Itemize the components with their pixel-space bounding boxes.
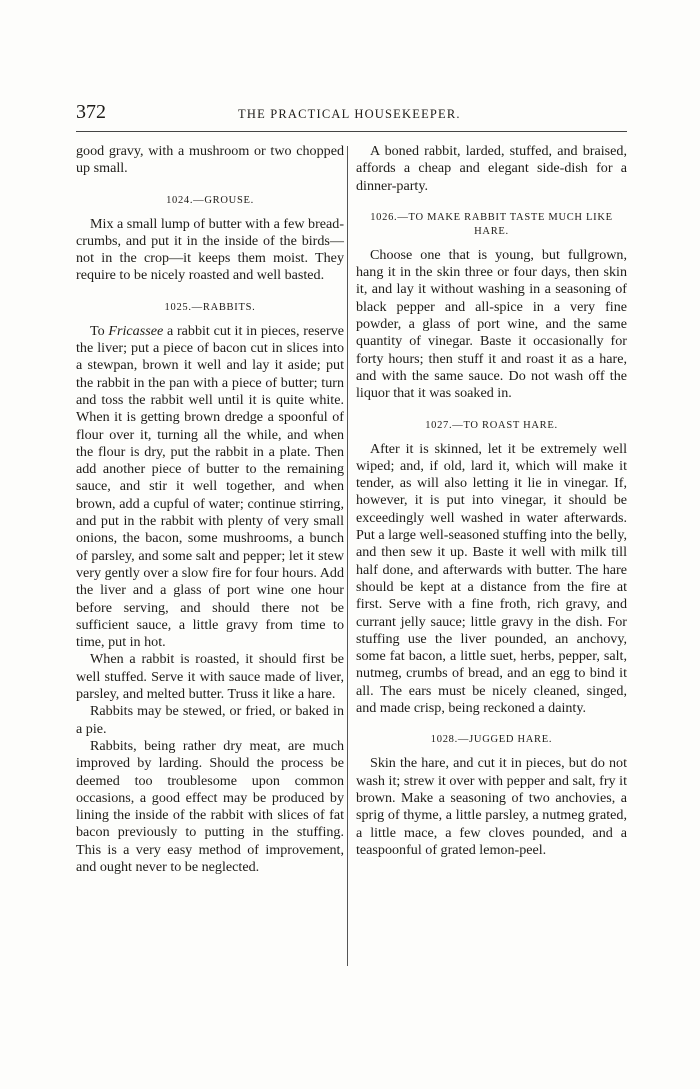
roasted-rabbit-paragraph: When a rabbit is roasted, it should first be well stuffed. Serve it with sauce made of liver, parsley, and melted butter. Truss it like a hare. — [76, 651, 344, 703]
stewed-rabbit-paragraph: Rabbits may be stewed, or fried, or baked in a pie. — [76, 703, 344, 737]
recipe-heading-1028: 1028.—JUGGED HARE. — [430, 734, 553, 746]
fricassee-term: Fricassee — [108, 322, 164, 339]
fricassee-rest: a rabbit cut it in pieces, reserve the liver; put a piece of bacon cut in slices into a stewpan, brown it well and lay it aside; put the rabbit in the pan with a piece of butter; turn and toss the rabbit well until it is quite white. When it is getting brown dredge a spoonful of flour over it, turning all the while, and when the flour is dry, put the rabbit in a plate. Then add another piece of butter to the remaining sauce, and stir it well together, and when brown, add a cupful of water; continue stirring, and put in the rabbit with plenty of very small onions, the bacon, some mushrooms, a bunch of parsley, and some salt and pepper; let it stew very gently over a slow fire for four hours. Add the liver and a glass of port wine one hour before serving, and should there not be sufficient sauce, a little gravy from time to time, put in hot. — [76, 322, 344, 651]
recipe-paragraph-1027: After it is skinned, let it be extremely well wiped; and, if old, lard it, which will make it tender, as will also letting it lie in vinegar. If, however, it is put into vinegar, it should be exceedingly well washed in water afterwards. Put a large well-seasoned stuffing into the belly, and then sew it up. Baste it well with milk till half done, and afterwards with butter. The hare should be kept at a distance from the fire at first. Serve with a fine froth, rich gravy, and currant jelly sauce; little gravy in the dish. For stuffing use the liver pounded, an anchovy, some fat bacon, a little suet, herbs, pepper, salt, nutmeg, crumbs of bread, and an egg to bind it all. The ears must be nicely cleaned, singed, and made crisp, being reckoned a dainty. — [356, 440, 627, 717]
left-column — [76, 143, 344, 876]
recipe-heading-1026: 1026.—TO MAKE RABBIT TASTE MUCH LIKE HARE. — [370, 211, 613, 237]
running-head: THE PRACTICAL HOUSEKEEPER. — [238, 107, 461, 121]
recipe-paragraph-1024: Mix a small lump of butter with a few bread-crumbs, and put it in the inside of the birds—not in the crop—it keeps them moist. They require to be nicely roasted and well basted. — [76, 215, 345, 284]
continued-paragraph: good gravy, with a mushroom or two chopped up small. — [76, 143, 344, 177]
recipe-heading-1027: 1027.—TO ROAST HARE. — [425, 419, 558, 431]
right-column — [356, 143, 627, 859]
fricassee-lead: To — [90, 322, 109, 339]
recipe-paragraph-1026: Choose one that is young, but fullgrown, hang it in the skin three or four days, then skin it, and lay it without washing in a seasoning of black pepper and all-spice in a very fine powder, a glass of port wine, and the same quantity of vinegar. Baste it occasionally for forty hours; then stuff it and roast it as a hare, and with the same sauce. Do not wash off the liquor that it was soaked in. — [356, 246, 627, 402]
recipe-paragraph-1025 — [76, 323, 344, 652]
page-number: 372 — [76, 101, 106, 123]
recipe-paragraph-1028: Skin the hare, and cut it in pieces, but do not wash it; strew it over with pepper and salt, fry it brown. Make a seasoning of two anchovies, a sprig of thyme, a little parsley, a nutmeg grated, a little mace, a few cloves pounded, and a teaspoonful of grated lemon-peel. — [356, 755, 627, 858]
recipe-heading-1024: 1024.—GROUSE. — [166, 194, 254, 206]
boned-rabbit-paragraph: A boned rabbit, larded, stuffed, and braised, affords a cheap and elegant side-dish for a dinner-party. — [356, 143, 627, 194]
column-divider — [347, 146, 348, 966]
recipe-heading-1025: 1025.—RABBITS. — [164, 301, 256, 313]
page-header — [76, 101, 627, 132]
larding-paragraph: Rabbits, being rather dry meat, are much improved by larding. Should the process be deemed too troublesome upon common occasions, a good effect may be produced by lining the inside of the rabbit with slices of fat bacon previously to putting in the stuffing. This is a very easy method of improvement, and ought never to be neglected. — [76, 737, 344, 875]
